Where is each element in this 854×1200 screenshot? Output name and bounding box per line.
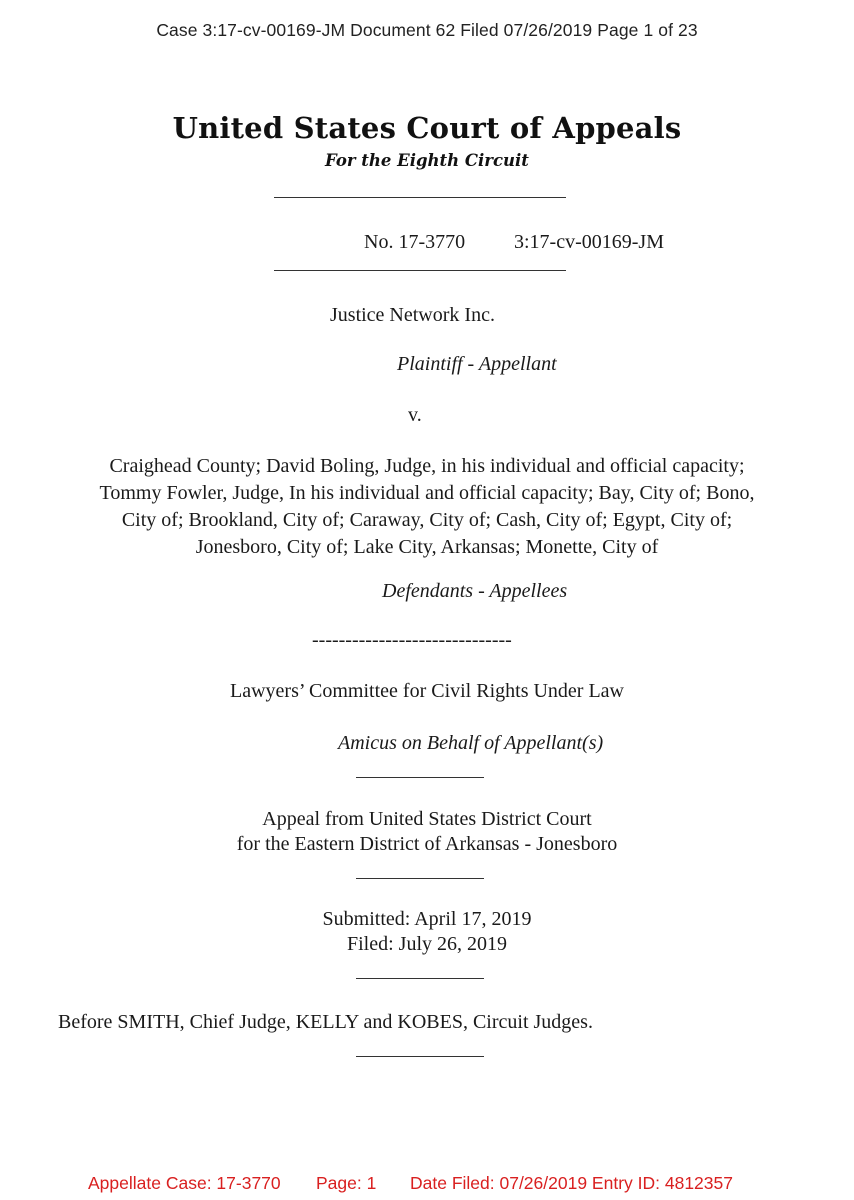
versus-text: v. xyxy=(408,404,422,426)
appeal-origin-line: for the Eastern District of Arkansas - Jonesboro xyxy=(236,833,618,855)
short-divider-rule xyxy=(356,1056,484,1057)
footer-date-filed: Date Filed: 07/26/2019 Entry ID: 4812357 xyxy=(410,1173,733,1193)
circuit-subtitle: For the Eighth Circuit xyxy=(325,151,529,170)
plaintiff-name: Justice Network Inc. xyxy=(330,304,495,326)
defendants-line: Jonesboro, City of; Lake City, Arkansas; Monette, City of xyxy=(195,536,659,558)
filed-date: Filed: July 26, 2019 xyxy=(346,933,507,955)
amicus-name: Lawyers’ Committee for Civil Rights Under Law xyxy=(230,680,624,702)
dashed-separator: ------------------------------ xyxy=(312,629,512,651)
defendants-line: City of; Brookland, City of; Caraway, City of; Cash, City of; Egypt, City of; xyxy=(121,509,733,531)
appeal-number: No. 17-3770 xyxy=(364,231,466,253)
submitted-date: Submitted: April 17, 2019 xyxy=(322,908,532,930)
divider-rule xyxy=(274,197,566,198)
divider-rule xyxy=(274,270,566,271)
footer-appellate-case: Appellate Case: 17-3770 xyxy=(88,1173,281,1193)
plaintiff-role: Plaintiff - Appellant xyxy=(397,353,557,375)
short-divider-rule xyxy=(356,878,484,879)
footer-page: Page: 1 xyxy=(316,1173,377,1193)
amicus-role: Amicus on Behalf of Appellant(s) xyxy=(338,732,604,754)
court-title: United States Court of Appeals xyxy=(172,111,682,145)
short-divider-rule xyxy=(356,777,484,778)
defendants-line: Craighead County; David Boling, Judge, in his individual and official capacity; xyxy=(109,455,745,477)
panel-judges: Before SMITH, Chief Judge, KELLY and KOBES, Circuit Judges. xyxy=(58,1011,593,1033)
defendants-role: Defendants - Appellees xyxy=(382,580,568,602)
case-header-line: Case 3:17-cv-00169-JM Document 62 Filed 07/26/2019 Page 1 of 23 xyxy=(156,20,698,40)
short-divider-rule xyxy=(356,978,484,979)
defendants-line: Tommy Fowler, Judge, In his individual and official capacity; Bay, City of; Bono, xyxy=(99,482,755,504)
appeal-origin-line: Appeal from United States District Court xyxy=(262,808,592,830)
district-case-number: 3:17-cv-00169-JM xyxy=(514,231,664,253)
